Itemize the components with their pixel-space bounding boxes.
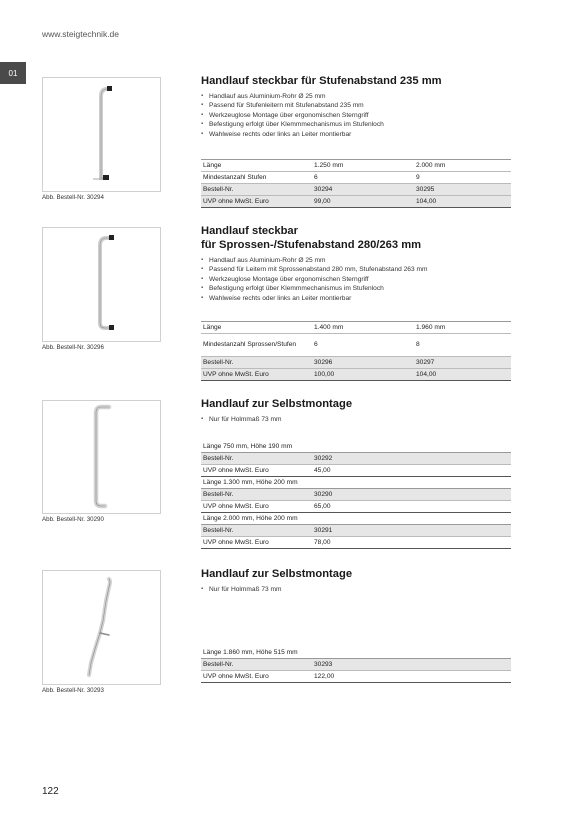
table-cell: 30292	[312, 453, 511, 465]
table-cell: UVP ohne MwSt. Euro	[201, 537, 312, 549]
table-cell: Bestell-Nr.	[201, 525, 312, 537]
variant-table-wrap	[201, 647, 511, 683]
table-cell: 2.000 mm	[414, 160, 511, 172]
table-cell: UVP ohne MwSt. Euro	[201, 196, 312, 208]
table-row	[201, 369, 511, 381]
table-cell: Mindestanzahl Sprossen/Stufen	[201, 334, 312, 357]
product-image-handrail-30294	[42, 77, 161, 192]
table-row	[201, 357, 511, 369]
table-cell: Bestell-Nr.	[201, 357, 312, 369]
spec-table	[201, 658, 511, 683]
table-cell: 6	[312, 334, 414, 357]
table-row	[201, 537, 511, 549]
image-caption: Abb. Bestell-Nr. 30294	[42, 194, 104, 201]
variant-table-wrap	[201, 441, 511, 549]
table-row	[201, 160, 511, 172]
table-row	[201, 671, 511, 683]
feature-item: ▪ Wahlweise rechts oder links an Leiter montierbar	[201, 294, 511, 303]
table-cell: 30297	[414, 357, 511, 369]
feature-list	[201, 256, 511, 303]
product-title-line: Handlauf zur Selbstmontage	[201, 398, 353, 410]
table-row	[201, 659, 511, 671]
product-title	[201, 397, 511, 411]
page-number: 122	[42, 786, 59, 797]
handrail-illustration-icon	[43, 78, 160, 191]
table-cell: Bestell-Nr.	[201, 453, 312, 465]
table-cell: 78,00	[312, 537, 511, 549]
table-cell: 1.960 mm	[414, 322, 511, 334]
feature-item: ▪ Werkzeuglose Montage über ergonomischen Sterngriff	[201, 275, 511, 284]
feature-item: ▪ Nur für Holmmaß 73 mm	[201, 585, 511, 594]
product-image-handrail-30290	[42, 400, 161, 514]
product-image-handrail-30296	[42, 227, 161, 342]
table-cell: 100,00	[312, 369, 414, 381]
table-cell: Bestell-Nr.	[201, 659, 312, 671]
table-cell: 99,00	[312, 196, 414, 208]
handrail-illustration-icon	[43, 401, 160, 513]
product-title	[201, 74, 511, 88]
image-caption: Abb. Bestell-Nr. 30296	[42, 344, 104, 351]
chapter-tab: 01	[0, 62, 26, 84]
product-image-handrail-30293	[42, 570, 161, 685]
table-row	[201, 172, 511, 184]
feature-item: ▪ Befestigung erfolgt über Klemmmechanismus im Stufenloch	[201, 120, 511, 129]
product-title-line: für Sprossen-/Stufenabstand 280/263 mm	[201, 239, 422, 251]
table-cell: 30295	[414, 184, 511, 196]
variant-heading: Länge 1.300 mm, Höhe 200 mm	[203, 479, 298, 486]
table-cell: Länge	[201, 322, 312, 334]
image-caption: Abb. Bestell-Nr. 30290	[42, 516, 104, 523]
variant-heading: Länge 750 mm, Höhe 190 mm	[203, 443, 293, 450]
spec-table	[201, 524, 511, 549]
table-row	[201, 196, 511, 208]
product-title-line: Handlauf steckbar	[201, 225, 298, 237]
table-cell: 104,00	[414, 369, 511, 381]
feature-item: ▪ Passend für Leitern mit Sprossenabstand 280 mm, Stufenabstand 263 mm	[201, 265, 511, 274]
table-row	[201, 525, 511, 537]
table-cell: Mindestanzahl Stufen	[201, 172, 312, 184]
table-row	[201, 501, 511, 513]
table-row	[201, 322, 511, 334]
feature-item: ▪ Nur für Holmmaß 73 mm	[201, 415, 511, 424]
table-cell: UVP ohne MwSt. Euro	[201, 369, 312, 381]
table-cell: 65,00	[312, 501, 511, 513]
table-cell: 6	[312, 172, 414, 184]
table-row	[201, 453, 511, 465]
table-cell: 104,00	[414, 196, 511, 208]
handrail-illustration-icon	[43, 228, 160, 341]
table-cell: UVP ohne MwSt. Euro	[201, 501, 312, 513]
table-cell: 30293	[312, 659, 511, 671]
table-row	[201, 489, 511, 501]
table-cell: Bestell-Nr.	[201, 489, 312, 501]
feature-item: ▪ Passend für Stufenleitern mit Stufenabstand 235 mm	[201, 101, 511, 110]
table-row	[201, 465, 511, 477]
product-title	[201, 224, 511, 252]
product-title-line: Handlauf zur Selbstmontage	[201, 568, 353, 580]
product-block-4	[201, 567, 511, 594]
table-cell: Bestell-Nr.	[201, 184, 312, 196]
product-title-line: Handlauf steckbar für Stufenabstand 235 mm	[201, 75, 442, 87]
product-block-2	[201, 224, 511, 303]
table-cell: 30291	[312, 525, 511, 537]
table-cell: 122,00	[312, 671, 511, 683]
product-title	[201, 567, 511, 581]
feature-list	[201, 92, 511, 139]
spec-table	[201, 159, 511, 208]
feature-item: ▪ Befestigung erfolgt über Klemmmechanismus im Stufenloch	[201, 284, 511, 293]
table-cell: UVP ohne MwSt. Euro	[201, 671, 312, 683]
spec-table	[201, 452, 511, 477]
website-url: www.steigtechnik.de	[42, 29, 120, 39]
table-cell: 9	[414, 172, 511, 184]
table-row	[201, 184, 511, 196]
product-block-3	[201, 397, 511, 424]
spec-table-wrap	[201, 159, 511, 208]
variant-heading: Länge 2.000 mm, Höhe 200 mm	[203, 515, 298, 522]
feature-list	[201, 415, 511, 424]
table-cell: 1.400 mm	[312, 322, 414, 334]
product-block-1	[201, 74, 511, 139]
table-cell: 8	[414, 334, 511, 357]
spec-table	[201, 321, 511, 381]
table-cell: 30296	[312, 357, 414, 369]
table-cell: 45,00	[312, 465, 511, 477]
feature-list	[201, 585, 511, 594]
table-row	[201, 334, 511, 357]
feature-item: ▪ Wahlweise rechts oder links an Leiter montierbar	[201, 130, 511, 139]
spec-table	[201, 488, 511, 513]
table-cell: 30290	[312, 489, 511, 501]
table-cell: UVP ohne MwSt. Euro	[201, 465, 312, 477]
table-cell: 1.250 mm	[312, 160, 414, 172]
feature-item: ▪ Werkzeuglose Montage über ergonomischen Sterngriff	[201, 111, 511, 120]
table-cell: 30294	[312, 184, 414, 196]
table-cell: Länge	[201, 160, 312, 172]
handrail-illustration-icon	[43, 571, 160, 684]
feature-item: ▪ Handlauf aus Aluminium-Rohr Ø 25 mm	[201, 92, 511, 101]
variant-heading: Länge 1.860 mm, Höhe 515 mm	[203, 649, 298, 656]
feature-item: ▪ Handlauf aus Aluminium-Rohr Ø 25 mm	[201, 256, 511, 265]
spec-table-wrap	[201, 321, 511, 381]
image-caption: Abb. Bestell-Nr. 30293	[42, 687, 104, 694]
